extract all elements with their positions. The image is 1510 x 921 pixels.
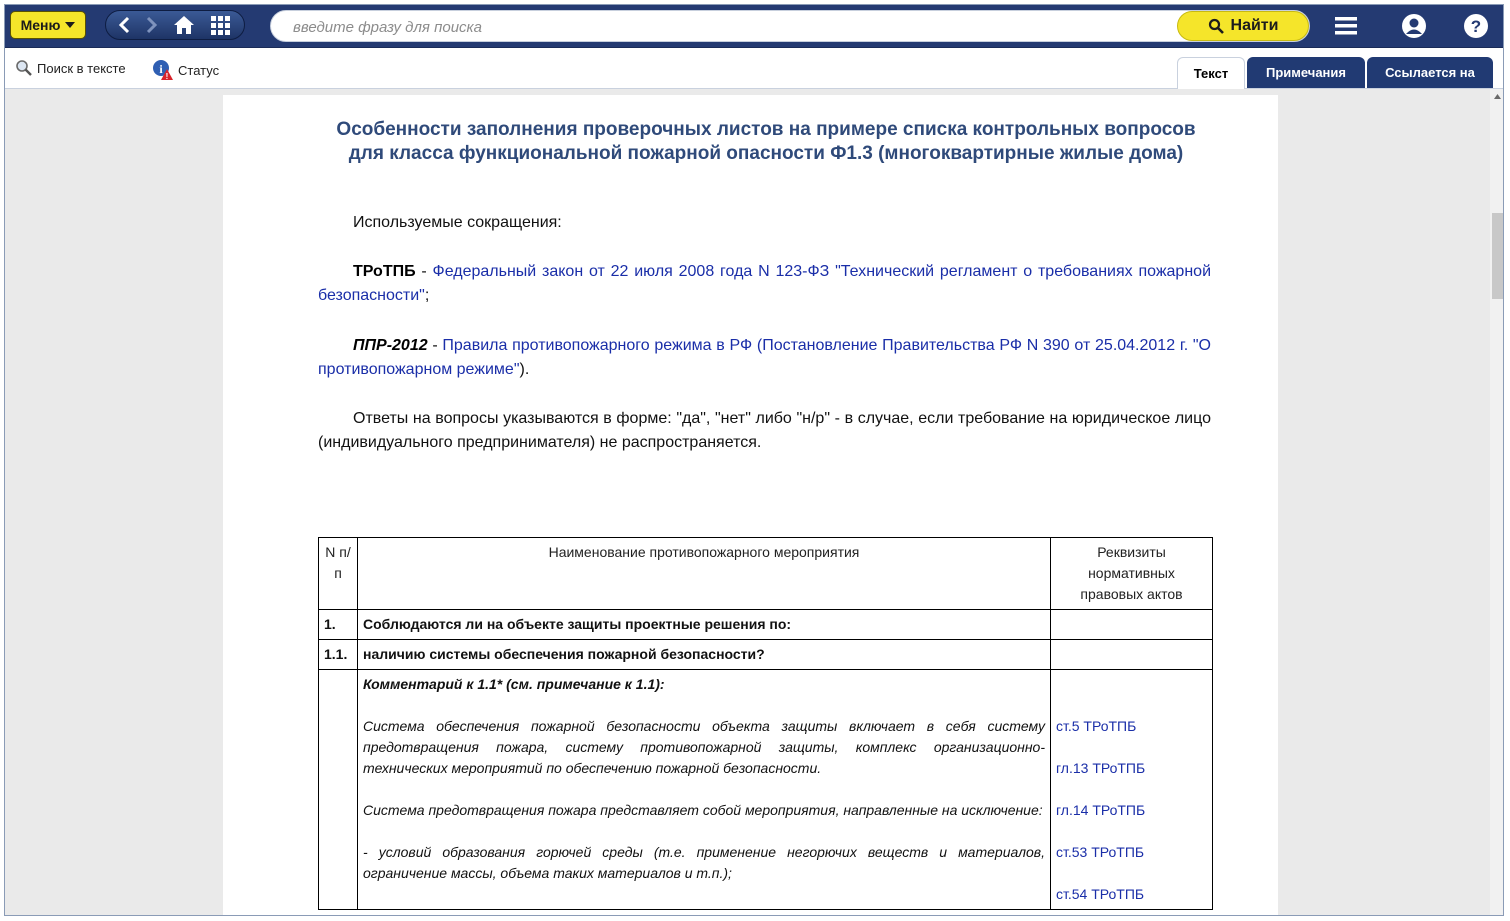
ref-link[interactable]: ст.53 ТРоТПБ — [1056, 844, 1145, 860]
ref-link[interactable]: гл.14 ТРоТПБ — [1056, 802, 1146, 818]
comment-heading: Комментарий к 1.1* (см. примечание к 1.1): — [363, 676, 665, 692]
link-ppr-390[interactable]: Правила противопожарного режима в РФ (Постановление Правительства РФ N 390 от 25.04.2012 г. "О противопожарном режиме" — [318, 337, 1211, 378]
abbrev-troptb: ТРоТПБ - Федеральный закон от 22 июля 2008 года N 123-ФЗ "Технический регламент о требованиях пожарной безопасности"; — [318, 263, 1212, 304]
vertical-scrollbar[interactable] — [1490, 89, 1504, 916]
search-in-text-button[interactable] — [15, 59, 126, 77]
hamburger-menu-icon[interactable] — [1330, 11, 1362, 41]
abbrev-heading: Используемые сокращения: — [353, 214, 562, 231]
term-ppr: ППР-2012 — [353, 337, 428, 354]
tab-notes[interactable] — [1247, 57, 1365, 88]
comment-paragraph: - условий образования горючей среды (т.е. применение негорючих веществ и материалов, ограничение массы, объема таких материалов и т.п.); — [363, 844, 1045, 881]
svg-text:!: ! — [165, 72, 169, 81]
caret-down-icon — [65, 22, 75, 28]
ref-link[interactable]: ст.5 ТРоТПБ — [1056, 718, 1137, 734]
tab-refers-to[interactable] — [1367, 57, 1493, 88]
refs-cell — [1051, 670, 1213, 910]
header-requisites: Реквизиты нормативных правовых актов — [1051, 538, 1213, 610]
row-number: 1.1. — [319, 640, 358, 670]
row-question: Соблюдаются ли на объекте защиты проектные решения по: — [358, 610, 1051, 640]
home-icon[interactable] — [168, 11, 200, 39]
document-toolbar — [5, 48, 1503, 89]
table-header-row — [319, 538, 1213, 610]
comment-paragraph: Система обеспечения пожарной безопасности объекта защиты включает в себя систему предотвращения пожара, систему противопожарной защиты, комплекс организационно-технических мероприятий по обеспечению пожарной безопасности. — [363, 718, 1045, 776]
ref-link[interactable]: ст.54 ТРоТПБ — [1056, 886, 1145, 902]
comment-cell — [358, 670, 1051, 910]
header-number: N п/п — [319, 538, 358, 610]
find-button[interactable] — [1177, 11, 1309, 41]
navigation-group — [105, 10, 245, 40]
status-info-icon — [152, 59, 174, 81]
row-number-empty — [319, 670, 358, 910]
tab-notes-label: Примечания — [1265, 65, 1346, 80]
term-troptb: ТРоТПБ — [353, 263, 416, 280]
scrollbar-thumb[interactable] — [1492, 213, 1503, 299]
row-ref — [1051, 610, 1213, 640]
tab-refers-to-label: Ссылается на — [1385, 65, 1475, 80]
search-icon — [1208, 18, 1224, 34]
help-icon[interactable] — [1460, 11, 1492, 41]
tab-text-label: Текст — [1193, 66, 1229, 81]
table-row-comment — [319, 670, 1213, 910]
menu-label: Меню — [20, 17, 61, 33]
search-bar — [270, 10, 1310, 42]
menu-button[interactable] — [10, 11, 86, 39]
answers-note: Ответы на вопросы указываются в форме: "да", "нет" либо "н/р" - в случае, если требование на юридическое лицо (индивидуального предпринимателя) не распространяется. — [318, 410, 1211, 451]
svg-text:?: ? — [1470, 17, 1482, 36]
grid-icon[interactable] — [204, 11, 236, 39]
top-bar — [5, 5, 1503, 48]
document-title: Особенности заполнения проверочных листов на примере списка контрольных вопросов для класса функциональной пожарной опасности Ф1.3 (многоквартирные жилые дома) — [336, 119, 1196, 164]
header-measure: Наименование противопожарного мероприятия — [358, 538, 1051, 610]
status-button[interactable] — [152, 59, 219, 81]
find-label: Найти — [1230, 17, 1279, 34]
user-icon[interactable] — [1398, 11, 1430, 41]
magnifier-icon — [15, 59, 33, 77]
status-label: Статус — [178, 62, 220, 78]
ref-link[interactable]: гл.13 ТРоТПБ — [1056, 760, 1146, 776]
document-viewport — [5, 89, 1490, 916]
checklist-table — [318, 537, 1213, 910]
tab-text[interactable] — [1177, 57, 1245, 89]
search-input[interactable] — [291, 11, 1155, 43]
document-page — [223, 95, 1278, 916]
row-number: 1. — [319, 610, 358, 640]
table-row — [319, 610, 1213, 640]
row-question: наличию системы обеспечения пожарной безопасности? — [358, 640, 1051, 670]
scroll-up-icon[interactable] — [1490, 91, 1504, 103]
link-fz-123[interactable]: Федеральный закон от 22 июля 2008 года N 123-ФЗ "Технический регламент о требованиях пожарной безопасности" — [318, 263, 1212, 304]
svg-text:i: i — [159, 62, 163, 76]
app-window — [4, 4, 1504, 916]
search-in-text-label: Поиск в тексте — [37, 60, 126, 76]
row-ref — [1051, 640, 1213, 670]
comment-paragraph: Система предотвращения пожара представляет собой мероприятия, направленные на исключение: — [363, 802, 1043, 818]
forward-arrow-icon[interactable] — [136, 11, 168, 39]
abbrev-ppr: ППР-2012 - Правила противопожарного режима в РФ (Постановление Правительства РФ N 390 от 25.04.2012 г. "О противопожарном режиме"). — [318, 337, 1211, 378]
table-row — [319, 640, 1213, 670]
